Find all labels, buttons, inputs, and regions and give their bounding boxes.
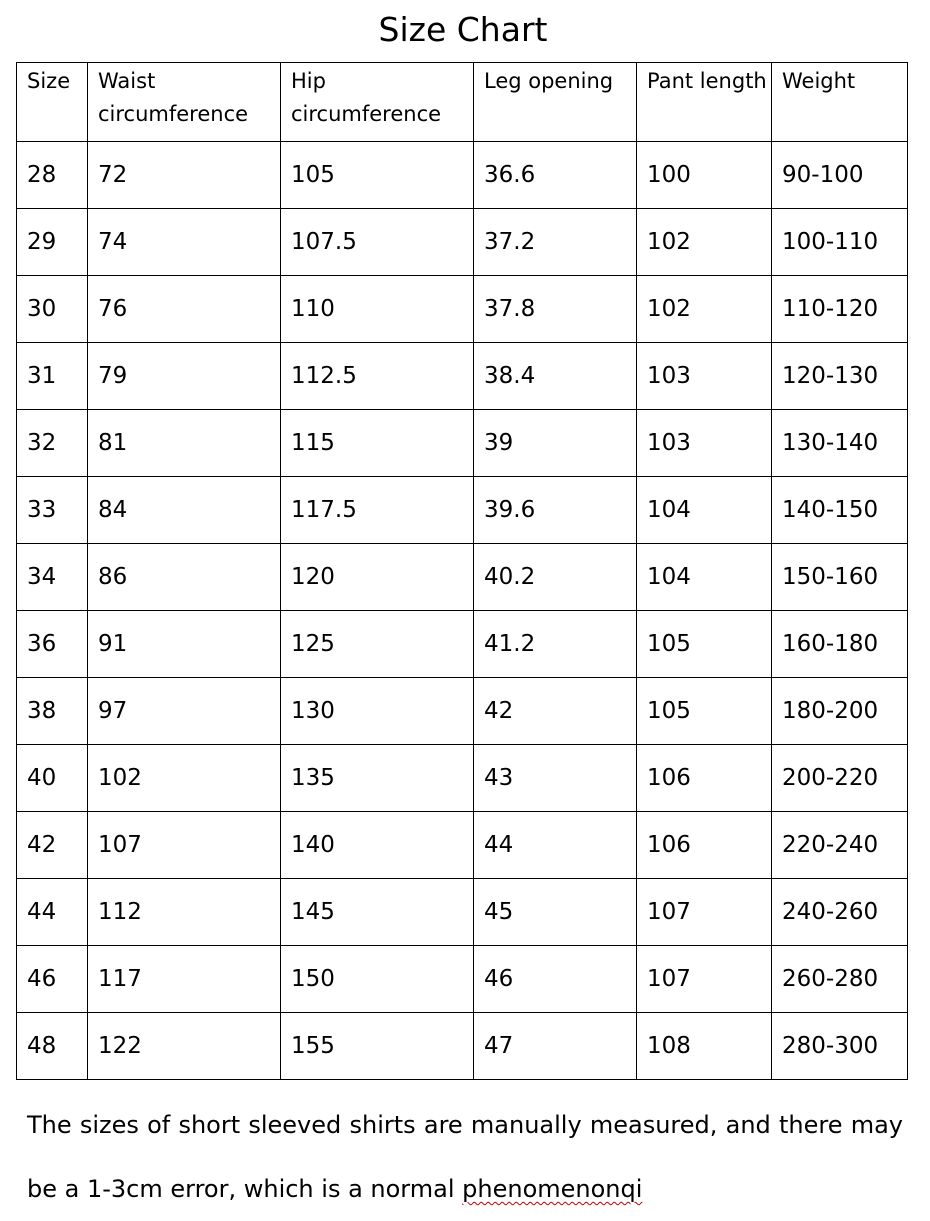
cell-waist: 122: [88, 1013, 281, 1080]
cell-hip: 117.5: [281, 477, 474, 544]
table-row: [17, 745, 908, 812]
cell-hip: 115: [281, 410, 474, 477]
cell-size: 40: [17, 745, 88, 812]
table-row: [17, 209, 908, 276]
table-header-row: [17, 63, 908, 142]
cell-leg-opening: 39.6: [474, 477, 637, 544]
cell-size: 28: [17, 142, 88, 209]
cell-pant-length: 103: [637, 410, 772, 477]
cell-hip: 107.5: [281, 209, 474, 276]
cell-size: 29: [17, 209, 88, 276]
cell-hip: 130: [281, 678, 474, 745]
cell-weight: 140-150: [772, 477, 908, 544]
cell-waist: 81: [88, 410, 281, 477]
header-leg-opening: Leg opening: [474, 63, 637, 142]
header-waist-circumference: Waist circumference: [88, 63, 281, 142]
cell-hip: 125: [281, 611, 474, 678]
table-row: [17, 611, 908, 678]
cell-pant-length: 102: [637, 209, 772, 276]
cell-size: 44: [17, 879, 88, 946]
cell-weight: 180-200: [772, 678, 908, 745]
cell-pant-length: 104: [637, 477, 772, 544]
cell-leg-opening: 43: [474, 745, 637, 812]
cell-size: 36: [17, 611, 88, 678]
cell-waist: 76: [88, 276, 281, 343]
cell-weight: 160-180: [772, 611, 908, 678]
page-title: Size Chart: [378, 10, 548, 49]
cell-size: 42: [17, 812, 88, 879]
cell-pant-length: 104: [637, 544, 772, 611]
cell-size: 38: [17, 678, 88, 745]
cell-weight: 130-140: [772, 410, 908, 477]
table-row: [17, 142, 908, 209]
header-size: Size: [17, 63, 88, 142]
table-row: [17, 276, 908, 343]
cell-leg-opening: 46: [474, 946, 637, 1013]
cell-leg-opening: 37.2: [474, 209, 637, 276]
table-row: [17, 812, 908, 879]
cell-pant-length: 106: [637, 812, 772, 879]
cell-pant-length: 103: [637, 343, 772, 410]
cell-waist: 72: [88, 142, 281, 209]
table-row: [17, 544, 908, 611]
spellcheck-flagged-word: phenomenonqi: [462, 1175, 643, 1203]
cell-size: 30: [17, 276, 88, 343]
cell-hip: 105: [281, 142, 474, 209]
cell-waist: 117: [88, 946, 281, 1013]
cell-leg-opening: 41.2: [474, 611, 637, 678]
cell-waist: 84: [88, 477, 281, 544]
cell-weight: 90-100: [772, 142, 908, 209]
table-row: [17, 678, 908, 745]
cell-weight: 100-110: [772, 209, 908, 276]
cell-leg-opening: 47: [474, 1013, 637, 1080]
cell-size: 46: [17, 946, 88, 1013]
cell-weight: 200-220: [772, 745, 908, 812]
cell-leg-opening: 44: [474, 812, 637, 879]
cell-pant-length: 108: [637, 1013, 772, 1080]
cell-hip: 145: [281, 879, 474, 946]
note-text: The sizes of short sleeved shirts are manually measured, and there may be a 1-3cm error, which is a normal: [27, 1111, 903, 1203]
cell-leg-opening: 37.8: [474, 276, 637, 343]
cell-weight: 220-240: [772, 812, 908, 879]
cell-hip: 110: [281, 276, 474, 343]
cell-pant-length: 107: [637, 879, 772, 946]
cell-hip: 112.5: [281, 343, 474, 410]
header-weight: Weight: [772, 63, 908, 142]
cell-leg-opening: 45: [474, 879, 637, 946]
cell-waist: 79: [88, 343, 281, 410]
cell-weight: 260-280: [772, 946, 908, 1013]
cell-hip: 135: [281, 745, 474, 812]
cell-waist: 107: [88, 812, 281, 879]
cell-waist: 97: [88, 678, 281, 745]
table-row: [17, 343, 908, 410]
cell-weight: 240-260: [772, 879, 908, 946]
cell-weight: 110-120: [772, 276, 908, 343]
cell-waist: 86: [88, 544, 281, 611]
size-table: [16, 62, 908, 1080]
table-row: [17, 946, 908, 1013]
cell-hip: 150: [281, 946, 474, 1013]
cell-pant-length: 102: [637, 276, 772, 343]
table-row: [17, 879, 908, 946]
cell-hip: 155: [281, 1013, 474, 1080]
cell-weight: 120-130: [772, 343, 908, 410]
cell-size: 34: [17, 544, 88, 611]
cell-waist: 112: [88, 879, 281, 946]
cell-leg-opening: 42: [474, 678, 637, 745]
cell-size: 33: [17, 477, 88, 544]
cell-waist: 102: [88, 745, 281, 812]
cell-leg-opening: 39: [474, 410, 637, 477]
cell-pant-length: 100: [637, 142, 772, 209]
cell-size: 48: [17, 1013, 88, 1080]
header-pant-length: Pant length: [637, 63, 772, 142]
cell-pant-length: 105: [637, 678, 772, 745]
cell-weight: 280-300: [772, 1013, 908, 1080]
cell-size: 31: [17, 343, 88, 410]
cell-weight: 150-160: [772, 544, 908, 611]
cell-leg-opening: 36.6: [474, 142, 637, 209]
header-hip-circumference: Hip circumference: [281, 63, 474, 142]
cell-waist: 91: [88, 611, 281, 678]
cell-leg-opening: 38.4: [474, 343, 637, 410]
table-row: [17, 1013, 908, 1080]
cell-hip: 120: [281, 544, 474, 611]
table-body: [17, 142, 908, 1080]
cell-waist: 74: [88, 209, 281, 276]
cell-size: 32: [17, 410, 88, 477]
cell-pant-length: 106: [637, 745, 772, 812]
table-row: [17, 477, 908, 544]
cell-hip: 140: [281, 812, 474, 879]
cell-pant-length: 107: [637, 946, 772, 1013]
table-row: [17, 410, 908, 477]
cell-pant-length: 105: [637, 611, 772, 678]
cell-leg-opening: 40.2: [474, 544, 637, 611]
